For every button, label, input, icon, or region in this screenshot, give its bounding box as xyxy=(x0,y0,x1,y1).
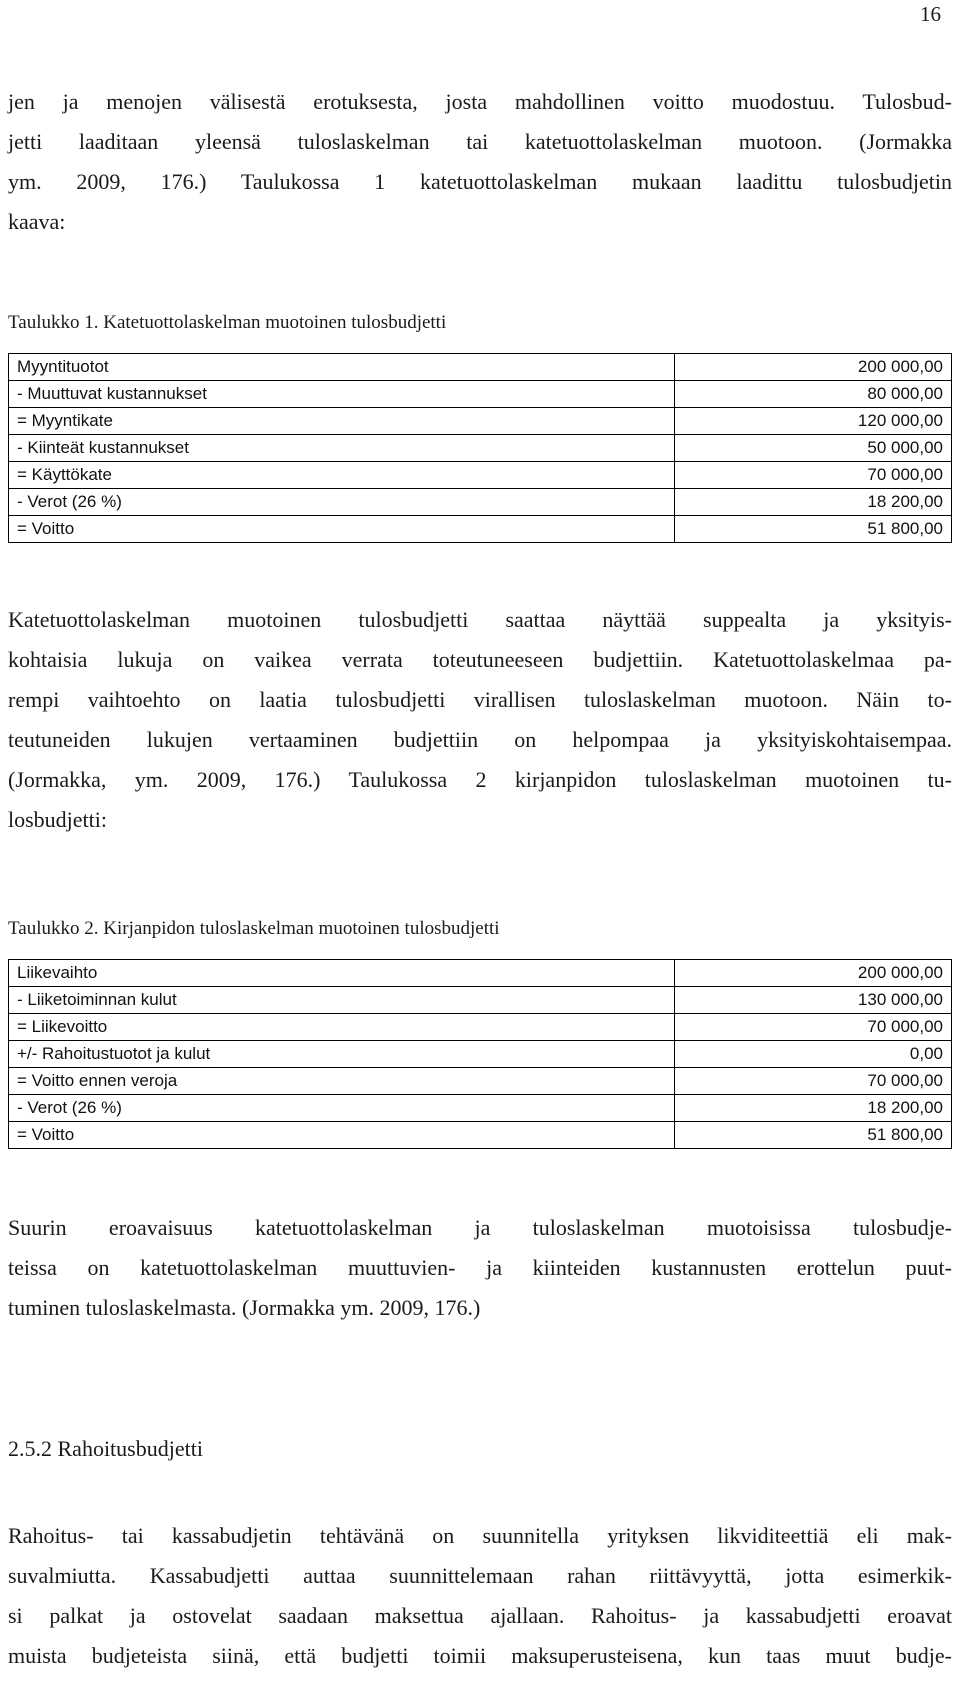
row-label: - Verot (26 %) xyxy=(9,1095,675,1122)
row-value: 50 000,00 xyxy=(675,435,952,462)
row-value: 120 000,00 xyxy=(675,408,952,435)
text-line: kohtaisia lukuja on vaikea verrata toteutuneeseen budjettiin. Katetuottolaskelmaa pa- xyxy=(8,647,952,672)
table2-income-statement-budget xyxy=(8,959,952,1149)
page-number: 16 xyxy=(920,2,941,26)
table-row xyxy=(9,354,952,381)
text-line: (Jormakka, ym. 2009, 176.) Taulukossa 2 kirjanpidon tuloslaskelman muotoinen tu- xyxy=(8,767,952,792)
section-heading: 2.5.2 Rahoitusbudjetti xyxy=(8,1436,203,1461)
table-row xyxy=(9,1095,952,1122)
row-label: - Muuttuvat kustannukset xyxy=(9,381,675,408)
row-value: 18 200,00 xyxy=(675,1095,952,1122)
text-line: Suurin eroavaisuus katetuottolaskelman ja tuloslaskelman muotoisissa tulosbudje- xyxy=(8,1215,952,1240)
row-label: - Liiketoiminnan kulut xyxy=(9,987,675,1014)
text-line: teissa on katetuottolaskelman muuttuvien- ja kiinteiden kustannusten erottelun puut- xyxy=(8,1255,952,1280)
text-line: si palkat ja ostovelat saadaan maksettua ajallaan. Rahoitus- ja kassabudjetti eroavat xyxy=(8,1603,952,1628)
table-row xyxy=(9,381,952,408)
text-line: rempi vaihtoehto on laatia tulosbudjetti virallisen tuloslaskelman muotoon. Näin to- xyxy=(8,687,952,712)
row-label: - Verot (26 %) xyxy=(9,489,675,516)
row-label: = Voitto ennen veroja xyxy=(9,1068,675,1095)
text-line: muista budjeteista siinä, että budjetti toimii maksuperusteisena, kun taas muut budje- xyxy=(8,1643,952,1668)
row-value: 18 200,00 xyxy=(675,489,952,516)
row-value: 51 800,00 xyxy=(675,516,952,543)
row-value: 70 000,00 xyxy=(675,1068,952,1095)
table-row xyxy=(9,489,952,516)
table2-caption: Taulukko 2. Kirjanpidon tuloslaskelman muotoinen tulosbudjetti xyxy=(8,918,500,939)
table-row xyxy=(9,1014,952,1041)
text-line: Rahoitus- tai kassabudjetin tehtävänä on suunnitella yrityksen likviditeettiä eli mak- xyxy=(8,1523,952,1548)
intro-paragraph xyxy=(8,82,952,242)
table-row xyxy=(9,1041,952,1068)
table-row xyxy=(9,408,952,435)
row-label: +/- Rahoitustuotot ja kulut xyxy=(9,1041,675,1068)
text-line: suvalmiutta. Kassabudjetti auttaa suunnittelemaan rahan riittävyyttä, jotta esimerkik- xyxy=(8,1563,952,1588)
row-value: 200 000,00 xyxy=(675,354,952,381)
table-row xyxy=(9,960,952,987)
text-line: jetti laaditaan yleensä tuloslaskelman tai katetuottolaskelman muotoon. (Jormakka xyxy=(8,129,952,154)
text-line: teutuneiden lukujen vertaaminen budjettiin on helpompaa ja yksityiskohtaisempaa. xyxy=(8,727,952,752)
text-line: jen ja menojen välisestä erotuksesta, josta mahdollinen voitto muodostuu. Tulosbud- xyxy=(8,89,952,114)
middle-paragraph xyxy=(8,600,952,840)
table-row xyxy=(9,516,952,543)
row-label: Myyntituotot xyxy=(9,354,675,381)
row-value: 0,00 xyxy=(675,1041,952,1068)
text-line: ym. 2009, 176.) Taulukossa 1 katetuottolaskelman mukaan laadittu tulosbudjetin xyxy=(8,169,952,194)
table-row xyxy=(9,435,952,462)
section-paragraph xyxy=(8,1516,952,1676)
text-line: Katetuottolaskelman muotoinen tulosbudjetti saattaa näyttää suppealta ja yksityis- xyxy=(8,607,952,632)
table-row xyxy=(9,1068,952,1095)
table-row xyxy=(9,462,952,489)
row-value: 70 000,00 xyxy=(675,462,952,489)
row-label: - Kiinteät kustannukset xyxy=(9,435,675,462)
row-value: 51 800,00 xyxy=(675,1122,952,1149)
row-value: 70 000,00 xyxy=(675,1014,952,1041)
table-row xyxy=(9,1122,952,1149)
row-value: 130 000,00 xyxy=(675,987,952,1014)
row-label: = Voitto xyxy=(9,1122,675,1149)
table1-caption: Taulukko 1. Katetuottolaskelman muotoinen tulosbudjetti xyxy=(8,312,447,333)
row-label: Liikevaihto xyxy=(9,960,675,987)
row-label: = Voitto xyxy=(9,516,675,543)
table1-contribution-margin-budget xyxy=(8,353,952,543)
text-line: losbudjetti: xyxy=(8,807,107,832)
text-line: tuminen tuloslaskelmasta. (Jormakka ym. 2009, 176.) xyxy=(8,1295,481,1320)
row-label: = Käyttökate xyxy=(9,462,675,489)
row-label: = Myyntikate xyxy=(9,408,675,435)
table-row xyxy=(9,987,952,1014)
row-value: 80 000,00 xyxy=(675,381,952,408)
closing-paragraph xyxy=(8,1208,952,1328)
row-label: = Liikevoitto xyxy=(9,1014,675,1041)
row-value: 200 000,00 xyxy=(675,960,952,987)
text-line: kaava: xyxy=(8,209,66,234)
